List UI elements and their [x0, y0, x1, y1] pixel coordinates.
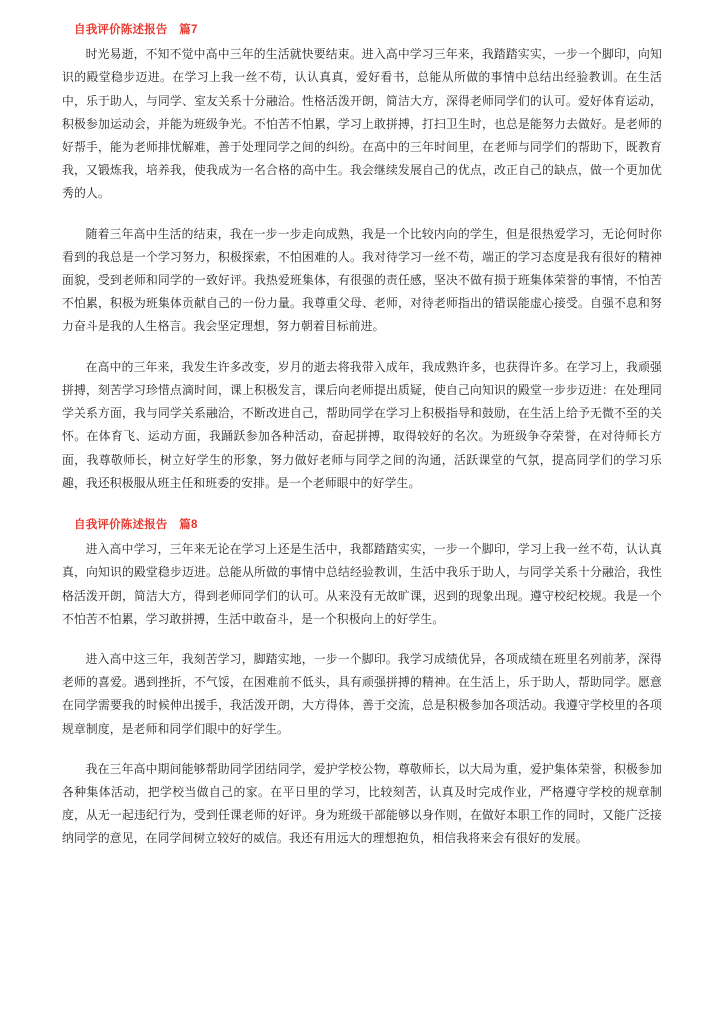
section-heading-pian7: 自我评价陈述报告 篇7 [74, 24, 198, 36]
document-section-pian7 [62, 22, 662, 495]
paragraph: 时光易逝，不知不觉中高中三年的生活就快要结束。进入高中学习三年来，我踏踏实实，一步一个脚印，向知识的殿堂稳步迈进。在学习上我一丝不苟，认认真真，爱好看书，总能从所做的事情中总结出经验教训。在生活中，乐于助人，与同学、室友关系十分融洽。性格活泼开朗，简洁大方，深得老师同学们的认可。爱好体育运动，积极参加运动会，并能为班级争光。不怕苦不怕累，学习上敢拼搏，打扫卫生时，也总是能努力去做好。是老师的好帮手，能为老师排忧解难，善于处理同学之间的纠纷。在高中的三年时间里，在老师与同学们的帮助下，既教育我，又锻炼我，培养我，使我成为一名合格的高中生。我会继续发展自己的优点，改正自己的缺点，做一个更加优秀的人。 [62, 47, 662, 201]
paragraph: 进入高中学习，三年来无论在学习上还是生活中，我都踏踏实实，一步一个脚印，学习上我一丝不苟，认认真真，向知识的殿堂稳步迈进。总能从所做的事情中总结经验教训，生活中我乐于助人，与同学关系十分融洽，我性格活泼开朗，简洁大方，得到老师同学们的认可。从来没有无故旷课，迟到的现象出现。遵守校纪校规。我是一个不怕苦不怕累，学习敢拼搏，生活中敢奋斗，是一个积极向上的好学生。 [62, 542, 662, 626]
section-heading-pian8: 自我评价陈述报告 篇8 [74, 518, 198, 531]
section-divider-space [62, 495, 662, 517]
paragraph: 我在三年高中期间能够帮助同学团结同学，爱护学校公物，尊敬师长，以大局为重，爱护集体荣誉，积极参加各种集体活动，把学校当做自己的家。在平日里的学习，比较刻苦，认真及时完成作业，严格遵守学校的规章制度，从无一起违纪行为，受到任课老师的好评。身为班级干部能够以身作则，在做好本职工作的同时，又能广泛接纳同学的意见，在同学间树立较好的威信。我还有用远大的理想抱负，相信我将来会有很好的发展。 [62, 761, 662, 846]
paragraph: 随着三年高中生活的结束，我在一步一步走向成熟，我是一个比较内向的学生，但是很热爱学习，无论何时你看到的我总是一个学习努力，积极探索，不怕困难的人。我对待学习一丝不苟，端正的学习态度是我有很好的精神面貌，受到老师和同学的一致好评。我热爱班集体，有很强的责任感，坚决不做有损于班集体荣誉的事情，不怕苦不怕累，积极为班集体贡献自己的一份力量。我尊重父母、老师，对待老师指出的错误能虚心接受。自强不息和努力奋斗是我的人生格言。我会坚定理想，努力朝着目标前进。 [62, 226, 662, 334]
paragraph: 进入高中这三年，我刻苦学习，脚踏实地，一步一个脚印。我学习成绩优异，各项成绩在班里名列前茅，深得老师的喜爱。遇到挫折，不气馁，在困难前不低头，具有顽强拼搏的精神。在生活上，乐于助人，帮助同学。愿意在同学需要我的时候伸出援手，我活泼开朗，大方得体，善于交流，总是积极参加各项活动。我遵守学校里的各项规章制度，是老师和同学们眼中的好学生。 [62, 651, 662, 736]
paragraph: 在高中的三年来，我发生许多改变，岁月的逝去将我带入成年，我成熟许多，也获得许多。在学习上，我顽强拼搏，刻苦学习珍惜点滴时间，课上积极发言，课后向老师提出质疑，使自己向知识的殿堂一步步迈进：在处理同学关系方面，我与同学关系融洽，不断改进自己，帮助同学在学习上积极指导和鼓励，在生活上给予无微不至的关怀。在体育飞、运动方面，我踊跃参加各种活动，奋起拼搏，取得较好的名次。为班级争夺荣誉，在对待师长方面，我尊敬师长，树立好学生的形象，努力做好老师与同学之间的沟通，活跃课堂的气氛，提高同学们的学习乐趣，我还积极服从班主任和班委的安排。是一个老师眼中的好学生。 [62, 359, 662, 490]
document-section-pian8 [62, 517, 662, 851]
